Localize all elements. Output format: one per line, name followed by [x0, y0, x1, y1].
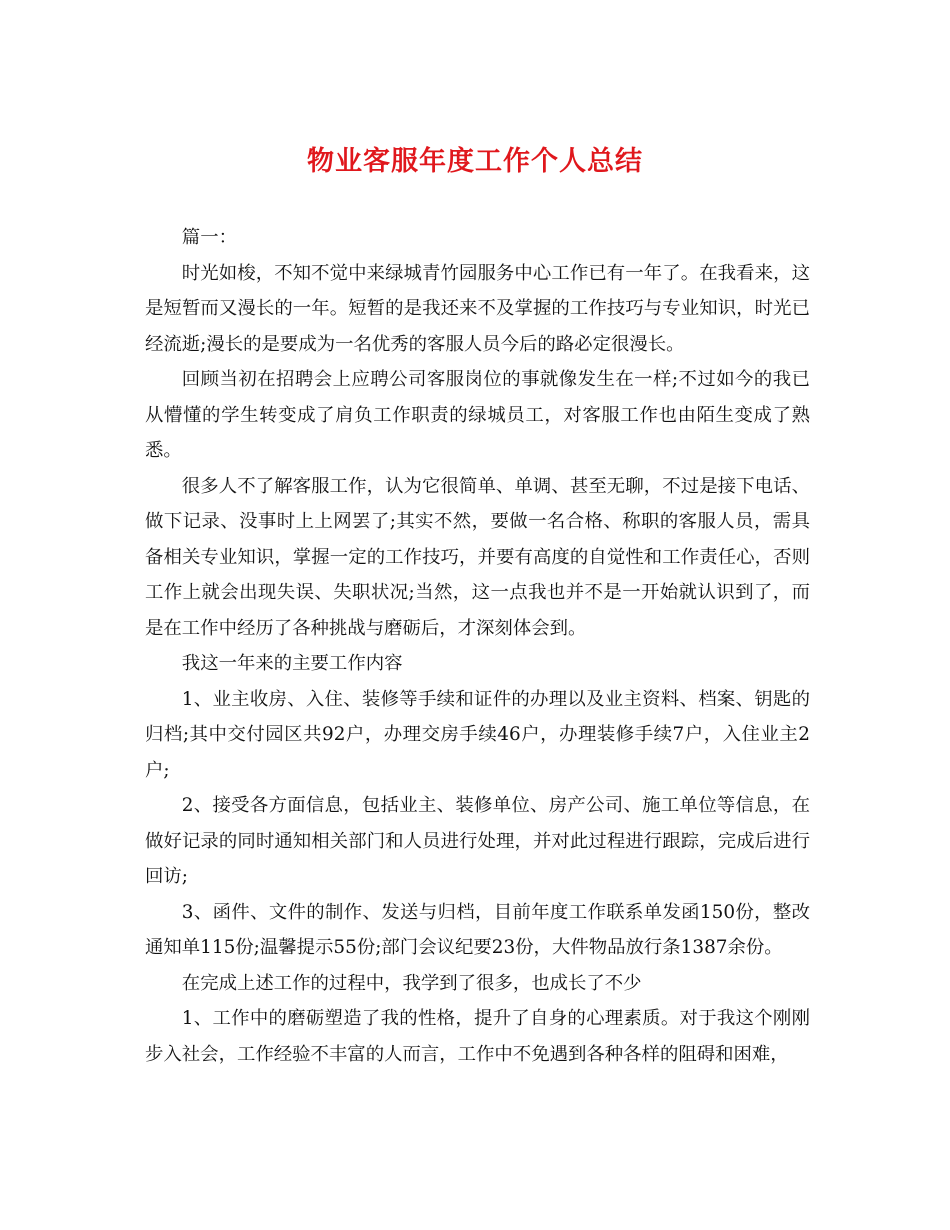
document-title: 物业客服年度工作个人总结: [307, 146, 643, 177]
document-body: [145, 220, 810, 1072]
list-item: 1、业主收房、入住、装修等手续和证件的办理以及业主资料、档案、钥匙的归档;其中交付园区共92户，办理交房手续46户，办理装修手续7户，入住业主2户;: [145, 688, 810, 781]
list-item: 1、工作中的磨砺塑造了我的性格，提升了自身的心理素质。对于我这个刚刚步入社会，工作经验不丰富的人而言，工作中不免遇到各种各样的阻碍和困难，: [145, 1008, 810, 1065]
paragraph: 很多人不了解客服工作，认为它很简单、单调、甚至无聊，不过是接下电话、做下记录、没事时上上网罢了;其实不然，要做一名合格、称职的客服人员，需具备相关专业知识，掌握一定的工作技巧，并要有高度的自觉性和工作责任心，否则工作上就会出现失误、失职状况;当然，这一点我也并不是一开始就认识到了，而是在工作中经历了各种挑战与磨砺后，才深刻体会到。: [145, 475, 810, 639]
paragraph: 时光如梭，不知不觉中来绿城青竹园服务中心工作已有一年了。在我看来，这是短暂而又漫长的一年。短暂的是我还来不及掌握的工作技巧与专业知识，时光已经流逝;漫长的是要成为一名优秀的客服人员今后的路必定很漫长。: [145, 262, 810, 355]
list-item: 2、接受各方面信息，包括业主、装修单位、房产公司、施工单位等信息，在做好记录的同时通知相关部门和人员进行处理，并对此过程进行跟踪，完成后进行回访;: [145, 795, 810, 887]
paragraph-heading: 我这一年来的主要工作内容: [181, 653, 403, 674]
paragraph-section-label: 篇一：: [181, 227, 237, 248]
list-item: 3、函件、文件的制作、发送与归档，目前年度工作联系单发函150份，整改通知单115份;温馨提示55份;部门会议纪要23份，大件物品放行条1387余份。: [145, 901, 810, 958]
paragraph-heading: 在完成上述工作的过程中，我学到了很多，也成长了不少: [181, 972, 642, 994]
paragraph: 回顾当初在招聘会上应聘公司客服岗位的事就像发生在一样;不过如今的我已从懵懂的学生转变成了肩负工作职责的绿城员工，对客服工作也由陌生变成了熟悉。: [145, 369, 810, 461]
